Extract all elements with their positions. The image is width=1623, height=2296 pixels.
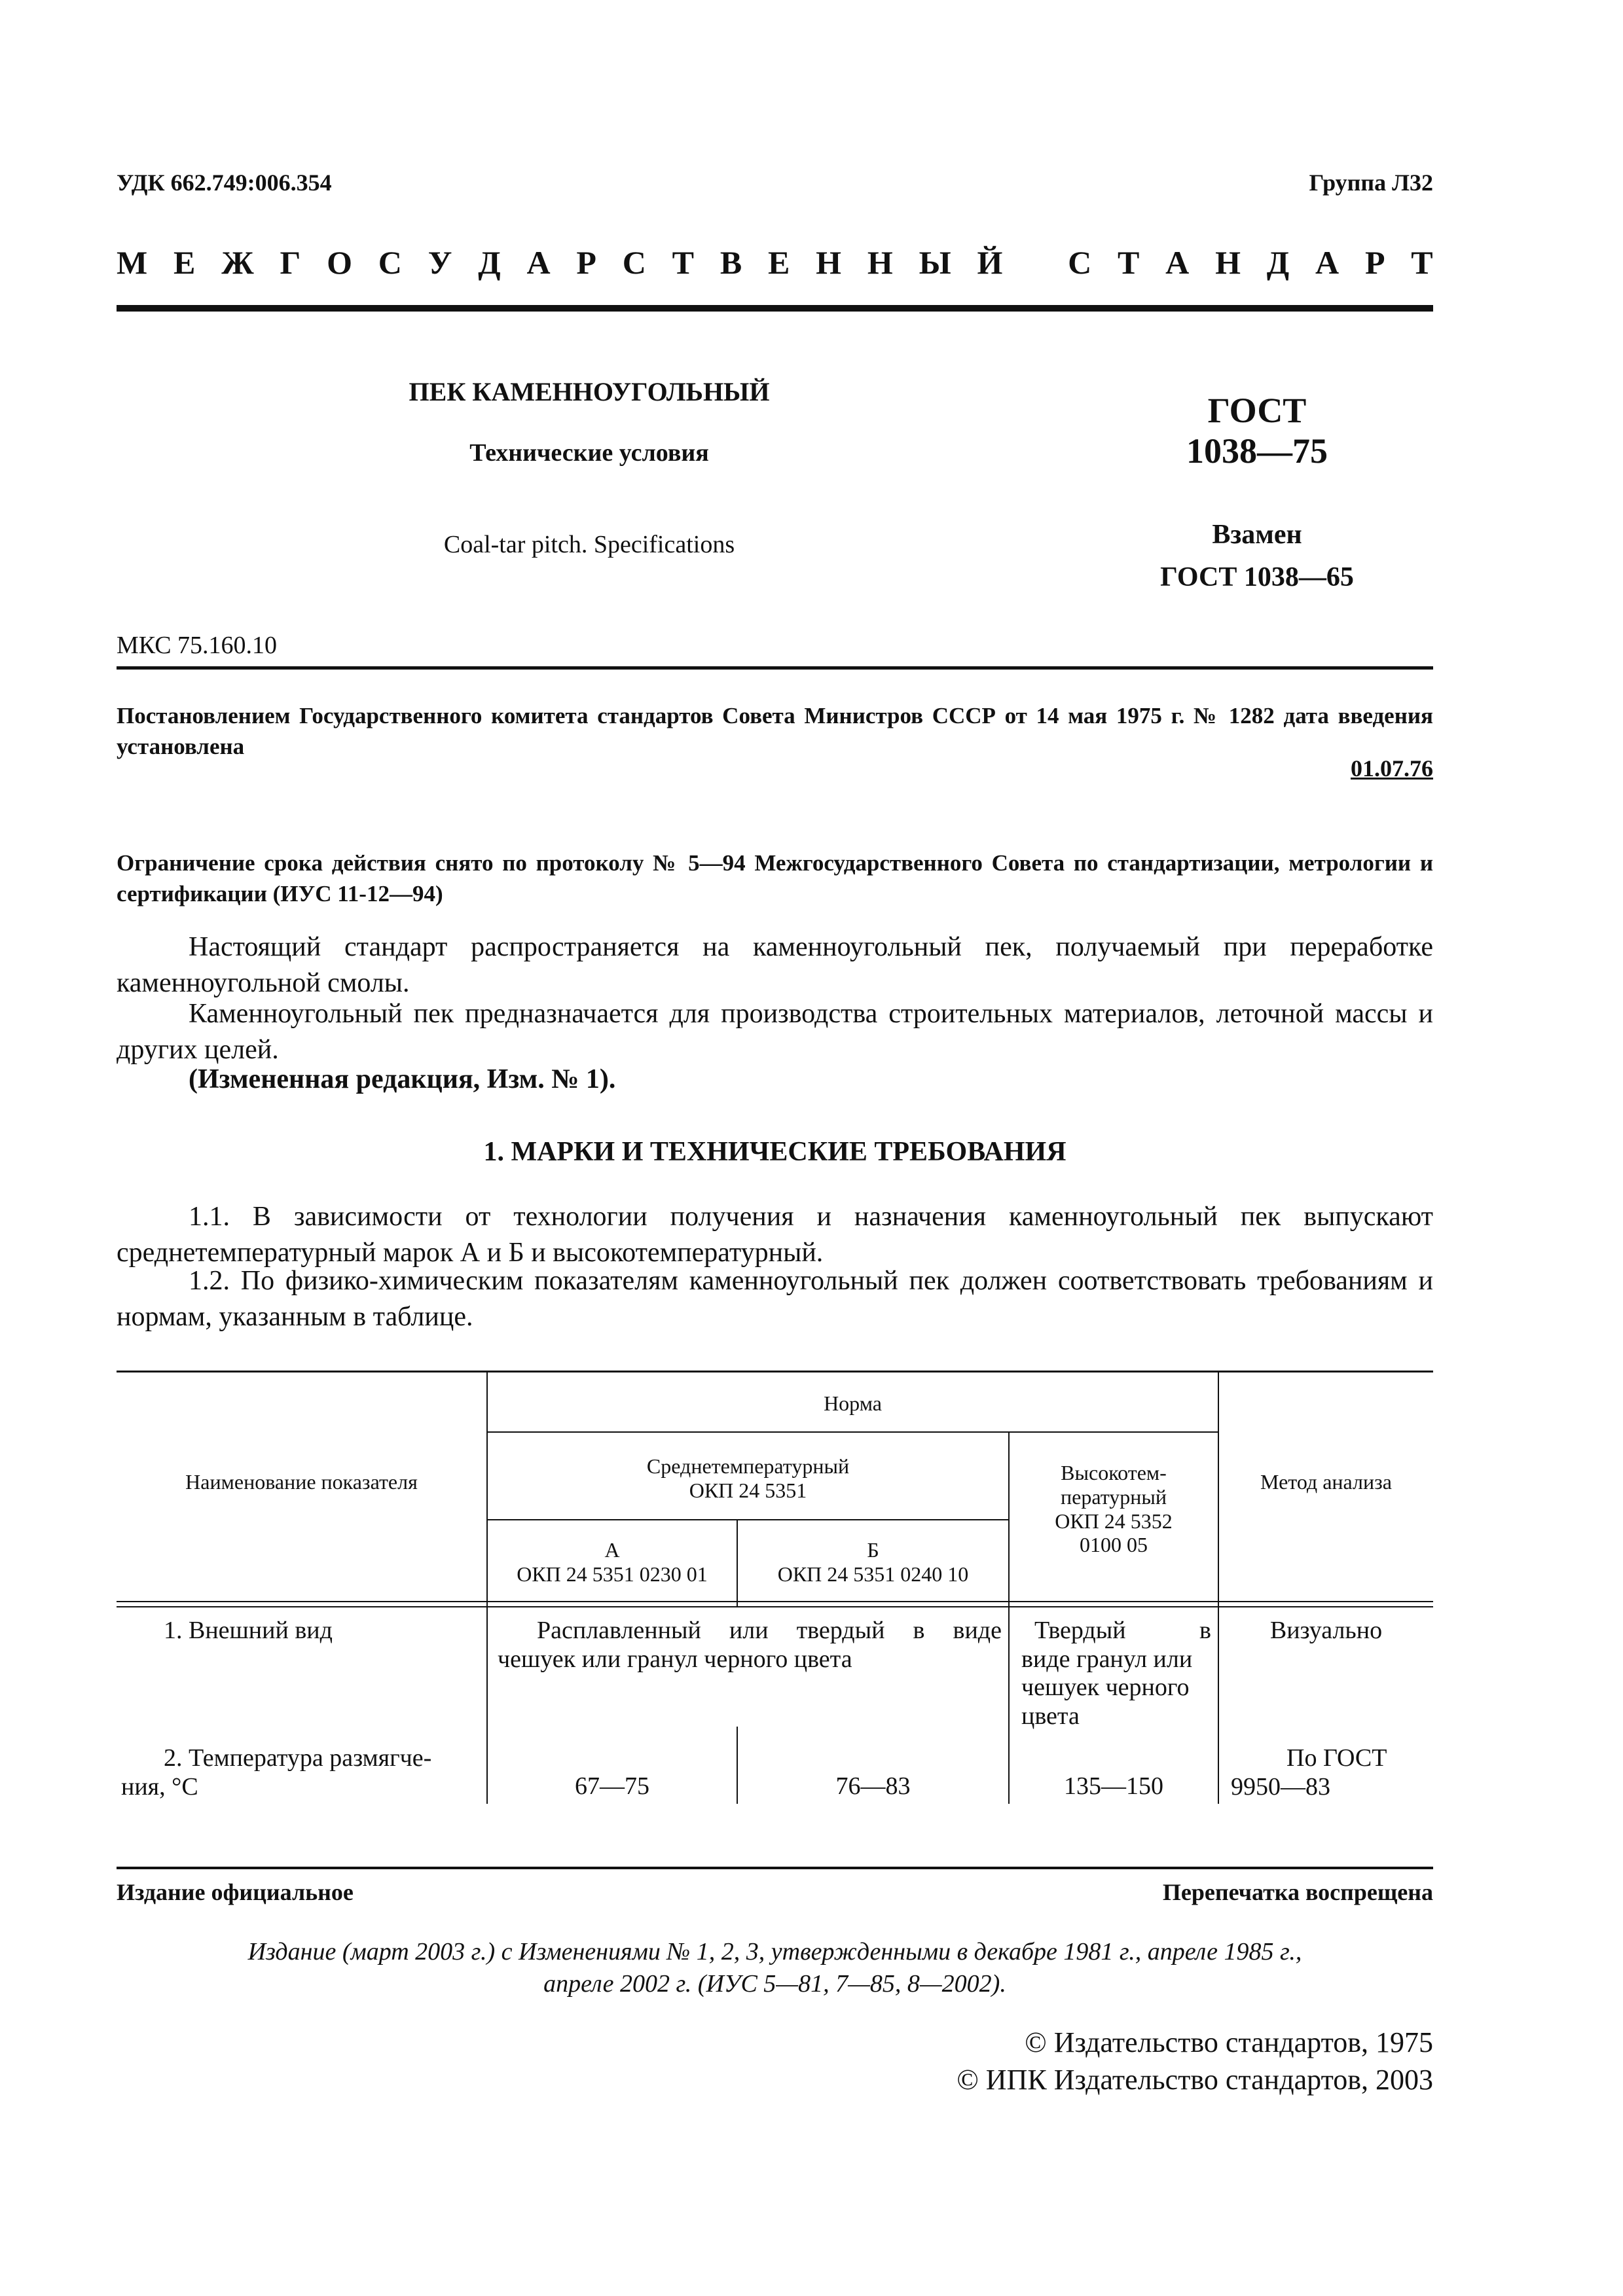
banner-letter: Р bbox=[1364, 244, 1385, 281]
title-rule bbox=[117, 666, 1433, 670]
banner-letter: С bbox=[1068, 244, 1092, 281]
header-mid-temp bbox=[488, 1454, 1008, 1503]
grade-a-okp: ОКП 24 5351 0230 01 bbox=[517, 1562, 708, 1586]
document-title: ПЕК КАМЕННОУГОЛЬНЫЙ bbox=[409, 377, 770, 406]
header-high-temp bbox=[1010, 1461, 1218, 1557]
copyright-line: © ИПК Издательство стандартов, 2003 bbox=[957, 2064, 1433, 2096]
banner-letter: С bbox=[622, 244, 646, 281]
row1-high-line: цвета bbox=[1021, 1702, 1080, 1731]
banner-letter: Д bbox=[1266, 244, 1290, 281]
limitation-text: Ограничение срока действия снято по протоколу № 5—94 Межгосударственного Совета по стандартизации, метрологии и сертификации (ИУС 11-12—94) bbox=[117, 850, 1433, 907]
paragraph-purpose: Каменноугольный пек предназначается для производства строительных материалов, леточной массы и других целей. bbox=[117, 999, 1433, 1065]
banner-letter: Т bbox=[1411, 244, 1433, 281]
row2-method bbox=[1231, 1744, 1401, 1801]
banner-letter: Р bbox=[576, 244, 596, 281]
official-edition: Издание официальное bbox=[117, 1879, 354, 1905]
standard-banner bbox=[117, 243, 1433, 281]
section-heading: 1. МАРКИ И ТЕХНИЧЕСКИЕ ТРЕБОВАНИЯ bbox=[483, 1137, 1067, 1167]
banner-letter: Т bbox=[672, 244, 695, 281]
banner-letter: А bbox=[1165, 244, 1190, 281]
banner-letter: А bbox=[1315, 244, 1340, 281]
replaces-label: Взамен bbox=[1212, 520, 1302, 550]
banner-letter: У bbox=[428, 244, 452, 281]
banner-letter: Д bbox=[478, 244, 501, 281]
udk-code: УДК 662.749:006.354 bbox=[117, 170, 332, 196]
banner-letter: Н bbox=[816, 244, 842, 281]
row2-grade-b-value: 76—83 bbox=[835, 1772, 911, 1800]
row1-method: Визуально bbox=[1269, 1617, 1383, 1644]
high-temp-line: пературный bbox=[1060, 1484, 1167, 1509]
english-title: Coal-tar pitch. Specifications bbox=[443, 531, 735, 558]
grade-a-label: А bbox=[604, 1538, 620, 1562]
table-col-rule bbox=[486, 1371, 488, 1804]
banner-letter: Н bbox=[1215, 244, 1241, 281]
banner-letter: Е bbox=[768, 244, 790, 281]
header-grade-a bbox=[488, 1538, 737, 1587]
row1-high-line: чешуек черного bbox=[1021, 1674, 1190, 1702]
banner-letter: М bbox=[117, 244, 148, 281]
copyright-block bbox=[957, 2024, 1433, 2098]
paragraph-scope: Настоящий стандарт распространяется на каменноугольный пек, получаемый при переработке каменноугольной смолы. bbox=[117, 932, 1433, 998]
row1-high-value bbox=[1021, 1617, 1211, 1731]
banner-letter: Т bbox=[1117, 244, 1140, 281]
table-rule bbox=[486, 1519, 1008, 1520]
document-subtitle: Технические условия bbox=[469, 439, 709, 467]
row2-grade-a-value: 67—75 bbox=[575, 1772, 649, 1800]
high-temp-line: Высокотем- bbox=[1061, 1461, 1167, 1484]
header-norm: Норма bbox=[824, 1391, 882, 1415]
header-indicator-name: Наименование показателя bbox=[185, 1470, 418, 1494]
header-rule bbox=[117, 305, 1433, 312]
row1-mid-value bbox=[498, 1617, 1002, 1674]
table-top-rule bbox=[117, 1371, 1433, 1372]
paragraph-1-2: 1.2. По физико-химическим показателям каменноугольный пек должен соответствовать требованиям и нормам, указанным в таблице. bbox=[117, 1266, 1433, 1332]
row1-name: 1. Внешний вид bbox=[164, 1617, 333, 1644]
grade-b-label: Б bbox=[867, 1538, 879, 1562]
banner-letter: Г bbox=[280, 244, 301, 281]
banner-letter: Й bbox=[977, 244, 1003, 281]
header-method: Метод анализа bbox=[1260, 1470, 1392, 1494]
banner-letter: Е bbox=[173, 244, 196, 281]
reprint-notice: Перепечатка воспрещена bbox=[1162, 1879, 1433, 1905]
edition-note bbox=[117, 1936, 1433, 2001]
gost-label: ГОСТ bbox=[1207, 391, 1307, 430]
footer-rule bbox=[117, 1867, 1433, 1869]
table-rule bbox=[486, 1431, 1218, 1433]
paragraph-1-1: 1.1. В зависимости от технологии получения и назначения каменноугольный пек выпускают среднетемпературный марок А и Б и высокотемпературный. bbox=[117, 1202, 1433, 1268]
mks-code: МКС 75.160.10 bbox=[117, 632, 278, 659]
introduction-date: 01.07.76 bbox=[1351, 755, 1433, 781]
mid-temp-label: Среднетемпературный bbox=[646, 1454, 850, 1478]
row1-mid-line: Расплавленный или твердый в виде bbox=[537, 1617, 1002, 1644]
banner-letter: Ж bbox=[221, 244, 254, 281]
banner-letter: А bbox=[526, 244, 551, 281]
row2-name-line: ния, °С bbox=[121, 1772, 198, 1801]
gost-number bbox=[1087, 390, 1427, 471]
banner-letter: Ы bbox=[919, 244, 951, 281]
copyright-line: © Издательство стандартов, 1975 bbox=[1025, 2026, 1433, 2058]
row2-method-line: 9950—83 bbox=[1231, 1772, 1330, 1801]
grade-b-okp: ОКП 24 5351 0240 10 bbox=[777, 1562, 969, 1586]
banner-letter: С bbox=[378, 244, 402, 281]
edition-line: Издание (март 2003 г.) с Изменениями № 1, 2, 3, утвержденными в декабре 1981 г., апреле 1985 г., bbox=[247, 1938, 1302, 1965]
row2-name bbox=[121, 1744, 481, 1801]
high-temp-line: 0100 05 bbox=[1080, 1533, 1148, 1557]
edition-line: апреле 2002 г. (ИУС 5—81, 7—85, 8—2002). bbox=[543, 1970, 1006, 1998]
row1-high-line: виде гранул или bbox=[1021, 1645, 1193, 1673]
row2-name-line: 2. Температура размягче- bbox=[164, 1744, 432, 1772]
amendment-note: (Измененная редакция, Изм. № 1). bbox=[189, 1064, 616, 1094]
header-grade-b bbox=[738, 1538, 1008, 1587]
row2-high-value: 135—150 bbox=[1064, 1772, 1163, 1800]
high-temp-line: ОКП 24 5352 bbox=[1055, 1509, 1173, 1533]
banner-letter: О bbox=[327, 244, 352, 281]
banner-letter: В bbox=[720, 244, 742, 281]
replaces-block bbox=[1087, 514, 1427, 599]
gost-code: 1038—75 bbox=[1186, 431, 1328, 471]
table-header-rule bbox=[117, 1606, 1433, 1607]
mid-temp-okp: ОКП 24 5351 bbox=[689, 1478, 807, 1502]
group-code: Группа Л32 bbox=[1309, 170, 1433, 196]
banner-gap bbox=[1029, 243, 1042, 281]
row1-high-line: Твердый в bbox=[1034, 1617, 1211, 1644]
decree-text: Постановлением Государственного комитета стандартов Совета Министров СССР от 14 мая 1975 г. № 1282 дата введения установлена bbox=[117, 703, 1433, 760]
row1-mid-line: чешуек или гранул черного цвета bbox=[498, 1645, 852, 1673]
table-col-rule bbox=[1218, 1371, 1219, 1804]
table-header-rule bbox=[117, 1601, 1433, 1602]
replaces-code: ГОСТ 1038—65 bbox=[1160, 562, 1354, 593]
row2-method-line: По ГОСТ bbox=[1286, 1744, 1387, 1772]
banner-letter: Н bbox=[867, 244, 893, 281]
